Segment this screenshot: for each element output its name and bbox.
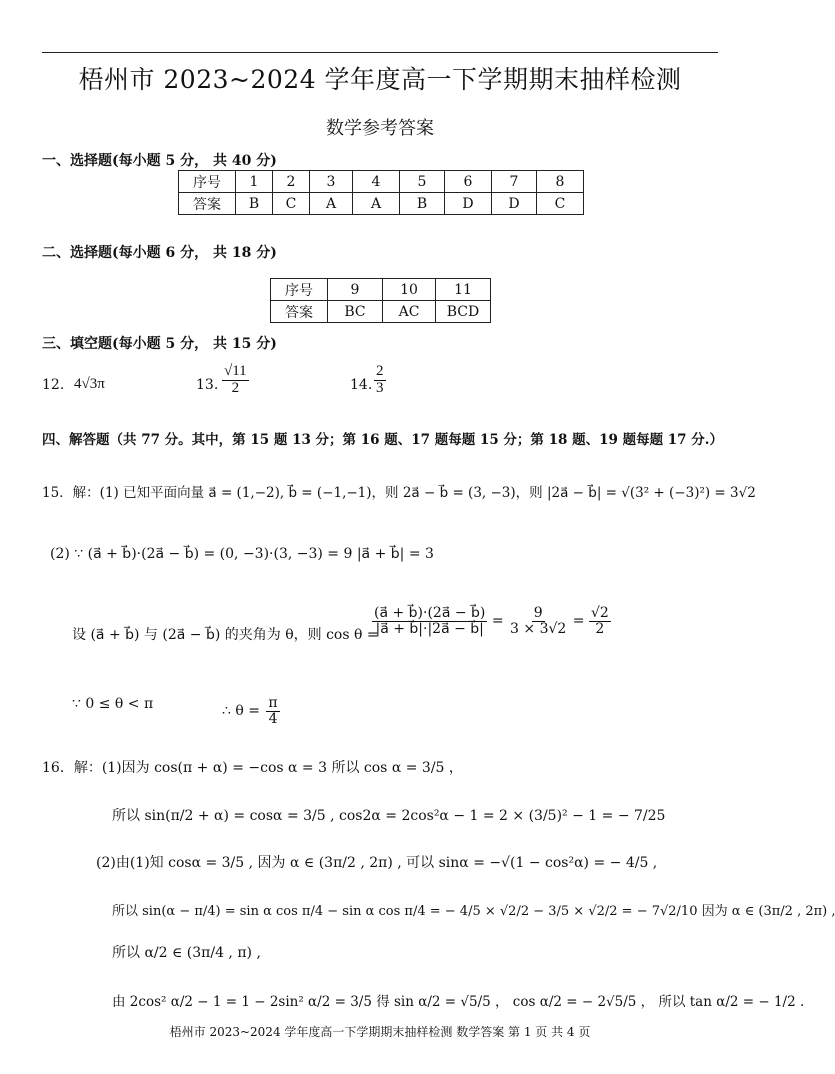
section4-heading: 四、解答题（共 77 分。其中，第 15 题 13 分；第 16 题、17 题每题 15 分；第 18 题、19 题每题 17 分.） xyxy=(42,432,723,448)
q14-numerator: 2 xyxy=(376,363,384,379)
table-row xyxy=(271,301,491,323)
table-cell: 6 xyxy=(445,171,492,193)
q13-answer xyxy=(222,364,249,397)
q15-line3-formula xyxy=(372,606,611,636)
q15-line4-right xyxy=(222,696,280,726)
q15-line2: (2) ∵ (a⃗ + b⃗)·(2a⃗ − b⃗) = (0, −3)·(3, −3) = 9 |a⃗ + b⃗| = 3 xyxy=(50,546,434,562)
section1-answer-table xyxy=(178,170,584,215)
q14-answer xyxy=(374,364,386,397)
cos-value-denominator: 3 × 3√2 xyxy=(510,620,567,637)
table-cell: B xyxy=(400,193,445,215)
table-cell: 3 xyxy=(310,171,353,193)
q12-answer: 4√3π xyxy=(74,376,105,392)
table-cell: 1 xyxy=(236,171,273,193)
q14-label: 14. xyxy=(350,377,373,393)
table-row xyxy=(271,279,491,301)
table-cell: 9 xyxy=(328,279,383,301)
cos-fraction-numerator: (a⃗ + b⃗)·(2a⃗ − b⃗) xyxy=(374,605,486,621)
q16-line3: (2)由(1)知 cosα = 3/5 , 因为 α ∈ (3π/2 , 2π) , 可以 sinα = −√(1 − cos²α) = − 4/5 , xyxy=(96,855,658,871)
table-cell: A xyxy=(310,193,353,215)
table-cell: 答案 xyxy=(271,301,328,323)
page-title: 梧州市 2023~2024 学年度高一下学期期末抽样检测 xyxy=(78,65,682,94)
q16-line2: 所以 sin(π/2 + α) = cosα = 3/5 , cos2α = 2cos²α − 1 = 2 × (3/5)² − 1 = − 7/25 xyxy=(112,808,666,824)
table-row xyxy=(179,171,584,193)
cos-value-numerator: 9 xyxy=(533,605,543,621)
table-cell: 4 xyxy=(353,171,400,193)
q15-line1: 15．解：(1) 已知平面向量 a⃗ = (1,−2), b⃗ = (−1,−1)，则 2a⃗ − b⃗ = (3, −3)，则 |2a⃗ − b⃗| = √(3² + (−3)²) = 3√2 xyxy=(42,485,756,501)
theta-denominator: 4 xyxy=(268,710,278,727)
table-cell: 序号 xyxy=(179,171,236,193)
section3-heading: 三、填空题(每小题 5 分， 共 15 分) xyxy=(42,336,277,352)
table-cell: C xyxy=(273,193,310,215)
table-cell: BCD xyxy=(436,301,491,323)
page-footer: 梧州市 2023~2024 学年度高一下学期期末抽样检测 数学答案 第 1 页 共 4 页 xyxy=(169,1025,591,1039)
q16-line5: 所以 α/2 ∈ (3π/4 , π) , xyxy=(112,945,261,961)
table-row xyxy=(179,193,584,215)
theta-prefix: ∴ θ = xyxy=(222,703,260,720)
q13-denominator: 2 xyxy=(231,379,240,396)
cos-result-numerator: √2 xyxy=(590,605,609,621)
q16-line4: 所以 sin(α − π/4) = sin α cos π/4 − sin α cos π/4 = − 4/5 × √2/2 − 3/5 × √2/2 = − 7√2/10 因为 α ∈ (3π/2 , 2π) , xyxy=(112,904,835,919)
section2-heading: 二、选择题(每小题 6 分， 共 18 分) xyxy=(42,245,277,261)
q16-line6: 由 2cos² α/2 − 1 = 1 − 2sin² α/2 = 3/5 得 sin α/2 = √5/5 ， cos α/2 = − 2√5/5 ， 所以 tan α/2 = − 1/2 . xyxy=(112,994,805,1010)
table-cell: D xyxy=(445,193,492,215)
table-cell: 11 xyxy=(436,279,491,301)
table-cell: 2 xyxy=(273,171,310,193)
q16-line1: 16．解：(1)因为 cos(π + α) = −cos α = 3 所以 cos α = 3/5 ， xyxy=(42,760,463,776)
equals-sign: = xyxy=(572,613,585,630)
q14-denominator: 3 xyxy=(376,379,384,396)
table-cell: C xyxy=(537,193,584,215)
cos-fraction-denominator: |a⃗ + b⃗|·|2a⃗ − b⃗| xyxy=(375,620,484,637)
q15-line3-prefix: 设 (a⃗ + b⃗) 与 (2a⃗ − b⃗) 的夹角为 θ，则 cos θ = xyxy=(72,627,379,643)
q13-numerator: √11 xyxy=(224,363,247,379)
table-cell: 8 xyxy=(537,171,584,193)
table-cell: 7 xyxy=(492,171,537,193)
q13-label: 13. xyxy=(196,377,219,393)
table-cell: AC xyxy=(383,301,436,323)
table-cell: D xyxy=(492,193,537,215)
section1-heading: 一、选择题(每小题 5 分， 共 40 分) xyxy=(42,153,277,169)
top-rule xyxy=(42,52,718,53)
q12-label: 12. xyxy=(42,377,65,393)
table-cell: B xyxy=(236,193,273,215)
q15-line4-left: ∵ 0 ≤ θ < π xyxy=(72,696,154,712)
theta-numerator: π xyxy=(268,695,278,711)
table-cell: 10 xyxy=(383,279,436,301)
table-cell: 序号 xyxy=(271,279,328,301)
equals-sign: = xyxy=(491,613,504,630)
section2-answer-table xyxy=(270,278,491,323)
table-cell: 答案 xyxy=(179,193,236,215)
cos-result-denominator: 2 xyxy=(595,620,605,637)
page-subtitle: 数学参考答案 xyxy=(326,118,434,139)
table-cell: 5 xyxy=(400,171,445,193)
table-cell: BC xyxy=(328,301,383,323)
table-cell: A xyxy=(353,193,400,215)
